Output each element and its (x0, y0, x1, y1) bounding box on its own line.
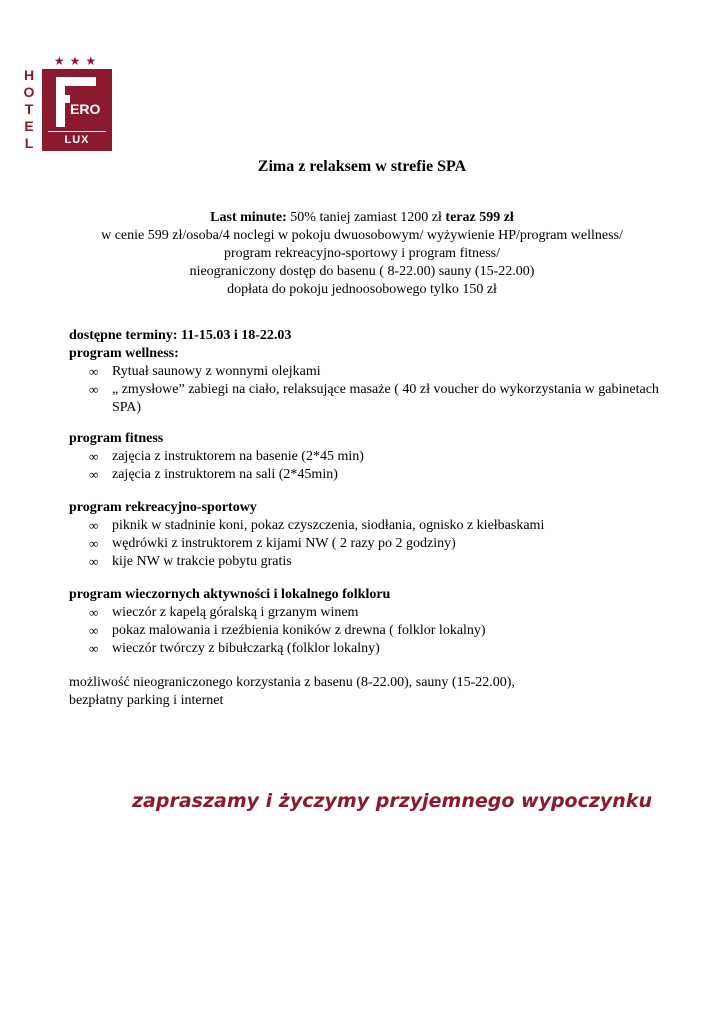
program-wellness-section (69, 327, 689, 417)
logo-lux-text: LUX (64, 134, 90, 146)
hotel-logo (20, 55, 115, 155)
logo-separator (48, 131, 106, 132)
logo-letter: H (23, 67, 35, 83)
list-item: ∞ „ zmysłowe” zabiegi na ciało, relaksujące masaże ( 40 zł voucher do wykorzystania w gabinetach SPA) (89, 382, 659, 415)
program-recreation-section (69, 499, 689, 571)
list-item: ∞ pokaz malowania i rzeźbienia koników z drewna ( folklor lokalny) (89, 623, 486, 638)
infinity-bullet-icon: ∞ (89, 554, 99, 569)
offer-lead-text: 50% taniej zamiast 1200 zł (286, 210, 446, 225)
program-heading: program rekreacyjno-sportowy (69, 500, 257, 515)
infinity-bullet-icon: ∞ (89, 364, 99, 379)
list-item: ∞ wędrówki z instruktorem z kijami NW ( 2 razy po 2 godziny) (89, 536, 456, 551)
list-item: ∞ piknik w stadninie koni, pokaz czyszczenia, siodłania, ognisko z kiełbaskami (89, 518, 545, 533)
program-items (69, 517, 689, 571)
logo-box (42, 69, 112, 151)
program-heading: program wieczornych aktywności i lokalnego folkloru (69, 587, 391, 602)
logo-ero-text: ERO (70, 101, 101, 117)
list-item: ∞ zajęcia z instruktorem na basenie (2*45 min) (89, 449, 364, 464)
list-item: ∞ wieczór twórczy z bibułczarką (folklor lokalny) (89, 641, 380, 656)
offer-price: teraz 599 zł (445, 210, 514, 225)
infinity-bullet-icon: ∞ (89, 605, 99, 620)
program-heading: program fitness (69, 431, 164, 446)
list-item: ∞ kije NW w trakcie pobytu gratis (89, 554, 292, 569)
logo-letter: E (24, 118, 34, 134)
program-items (69, 604, 689, 658)
page-title: Zima z relaksem w strefie SPA (257, 158, 467, 175)
infinity-bullet-icon: ∞ (89, 382, 99, 397)
list-item: ∞ zajęcia z instruktorem na sali (2*45min) (89, 467, 338, 482)
available-terms: dostępne terminy: 11-15.03 i 18-22.03 (69, 328, 292, 343)
offer-line: w cenie 599 zł/osoba/4 noclegi w pokoju dwuosobowym/ wyżywienie HP/program wellness/ (101, 228, 623, 243)
additional-info (69, 674, 669, 710)
list-item: ∞ wieczór z kapelą góralską i grzanym winem (89, 605, 359, 620)
logo-letter: O (23, 84, 35, 100)
logo-letter: L (24, 135, 34, 151)
info-line: bezpłatny parking i internet (69, 693, 224, 708)
offer-line: nieograniczony dostęp do basenu ( 8-22.00) sauny (15-22.00) (189, 264, 535, 279)
infinity-bullet-icon: ∞ (89, 536, 99, 551)
closing-invitation: zapraszamy i życzymy przyjemnego wypoczynku (131, 790, 652, 812)
infinity-bullet-icon: ∞ (89, 467, 99, 482)
offer-line: dopłata do pokoju jednoosobowego tylko 150 zł (227, 282, 497, 297)
program-items (69, 448, 689, 484)
infinity-bullet-icon: ∞ (89, 623, 99, 638)
logo-letter: T (24, 101, 34, 117)
info-line: możliwość nieograniczonego korzystania z basenu (8-22.00), sauny (15-22.00), (69, 675, 515, 690)
list-item: ∞ Rytuał saunowy z wonnymi olejkami (89, 364, 321, 379)
program-fitness-section (69, 430, 689, 484)
infinity-bullet-icon: ∞ (89, 518, 99, 533)
infinity-bullet-icon: ∞ (89, 641, 99, 656)
program-evening-section (69, 586, 689, 658)
logo-hotel-vertical-text (22, 67, 36, 152)
offer-block (0, 209, 724, 299)
logo-stars: ★★★ (53, 54, 102, 68)
offer-lead-line (0, 209, 724, 227)
program-items (69, 363, 689, 417)
infinity-bullet-icon: ∞ (89, 449, 99, 464)
program-heading: program wellness: (69, 346, 179, 361)
offer-line: program rekreacyjno-sportowy i program fitness/ (223, 246, 501, 261)
offer-lead-label: Last minute: (210, 210, 287, 225)
